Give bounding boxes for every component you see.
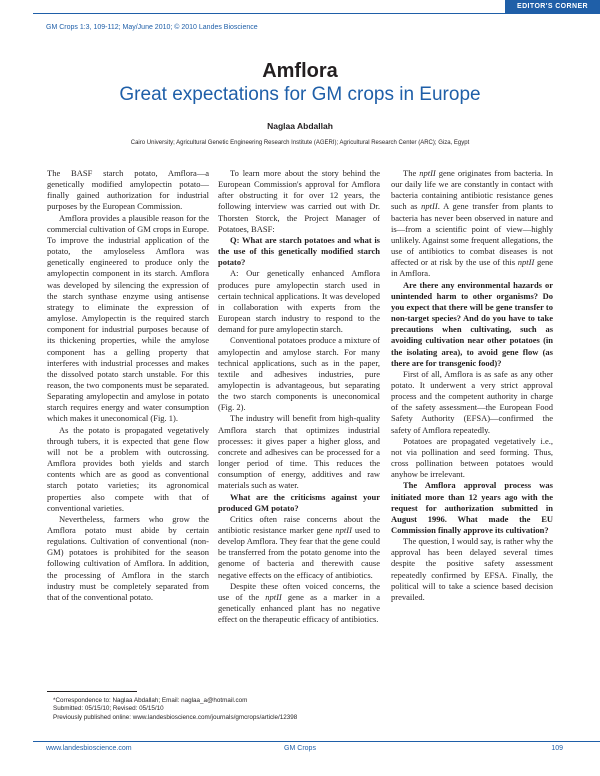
header-rule — [33, 13, 600, 14]
paragraph: Despite these often voiced concerns, the use of the nptII gene as a marker in a genetically enhanced plant has no negative effect on the therapeutic efficacy of antibiotics. — [218, 580, 380, 625]
paragraph: Amflora provides a plausible reason for the commercial cultivation of GM crops in Europe. To improve the industrial application of the potato, the amyloseless Amflora was genetically engineered to produce only the amylopectin component in its starch. Amflora was developed by silencing the expression of the starch synthase enzyme using antisense strategy to eliminate the expression of amylose. Amylopectin is the required starch component for industrial purposes because of its thickening properties, while the amylose component has a gelling property that interferes with industrial processes and makes the dissolved potato starch unstable. For this reason, the two components must be separated. Separating amylopectin and amylose in potato starch requires energy and water consumption which makes it uneconomical (Fig. 1). — [47, 212, 209, 424]
footnotes — [53, 697, 297, 722]
page-header — [0, 0, 600, 35]
paragraph: First of all, Amflora is as safe as any other potato. It underwent a very strict approval process and the competent authority in charge of the safety assessment—the European Food Safety Authority (EFSA)—confirmed the safety of Amflora repeatedly. — [391, 368, 553, 435]
paragraph: As the potato is propagated vegetatively through tubers, it is expected that gene flow will not be a problem with outcrossing. Amflora provides both yields and starch contents which are as good as conventional starch potato varieties; its agronomical properties also compete with that of conventional varieties. — [47, 424, 209, 513]
paragraph: The nptII gene originates from bacteria. In our daily life we are constantly in contact with bacteria containing antibiotic resistance genes such as nptII. A gene transfer from plants to bacteria has never been observed in nature and is—from a scientific point of view—highly unlikely. Against some frequent allegations, the use of antibiotics to combat diseases is not affected or at risk by the use of this nptII gene in Amflora. — [391, 168, 554, 279]
interview-question: The Amflora approval process was initiated more than 12 years ago with the request for authorization submitted in August 1996. What made the EU Commission finally approve its cultivation? — [391, 480, 553, 535]
interview-question: Q: What are starch potatoes and what is the use of this genetically modified starch potato? — [218, 234, 380, 268]
paragraph: The BASF starch potato, Amflora—a genetically modified amylopectin potato—finally gained authorization for industrial purposes by the European Commission. — [47, 168, 209, 212]
journal-citation: GM Crops 1:3, 109-112; May/June 2010; © 2010 Landes Bioscience — [46, 24, 258, 31]
author-affiliation: Cairo University; Agricultural Genetic Engineering Research Institute (AGERI); Agricultural Research Center (ARC); Giza, Egypt — [130, 140, 470, 146]
paragraph: The industry will benefit from high-quality Amflora starch that optimizes industrial processes: it gives paper a higher gloss, and concrete and adhesives can be processed for a longer period of time. This reduces the consumption of energy, additives and raw materials such as water. — [218, 413, 380, 491]
paragraph: The question, I would say, is rather why the approval has been delayed several times despite the positive safety assessment repeatedly confirmed by EFSA. Finally, the political will to take a science based decision prevailed. — [391, 536, 553, 602]
footer-rule — [33, 741, 600, 742]
article-title: Amflora — [262, 60, 338, 82]
interview-question: Are there any environmental hazards or unintended harm to other organisms? Do you expect that there will be gene transfer to non-target species? And do you have to take precautions when cultivating, such as avoiding cultivation near other potatoes (in the isolating area), to avoid gene flow (as there are for transgenic food)? — [391, 279, 553, 368]
paragraph: Critics often raise concerns about the antibiotic resistance marker gene nptII used to develop Amflora. They fear that the gene could be transferred from the potato genome into the genome of bacteria and therewith cause negative effects on the efficacy of antibiotics. — [218, 513, 380, 580]
correspondence-note: *Correspondence to: Naglaa Abdallah; Email: naglaa_a@hotmail.com — [53, 697, 248, 704]
text-column-2 — [218, 168, 380, 625]
footnote-rule — [47, 691, 137, 692]
paragraph: To learn more about the story behind the European Commission's approval for Amflora after obstructing it for over 12 years, the following interview was carried out with Dr. Thorsten Storck, the Project Manager of Potatoes, BASF: — [218, 168, 380, 234]
paragraph: Potatoes are propagated vegetatively i.e., not via pollination and seed forming. Thus, cross pollination between potatoes would anyhow be irrelevant. — [391, 435, 553, 480]
submission-dates: Submitted: 05/15/10; Revised: 05/15/10 — [53, 705, 164, 713]
interview-question: What are the criticisms against your produced GM potato? — [218, 491, 380, 513]
footer-website-link[interactable]: www.landesbioscience.com — [46, 745, 132, 752]
text-column-1 — [47, 168, 209, 603]
paragraph: Nevertheless, farmers who grow the Amflora potato must abide by certain regulations. Cultivation of conventional (non-GM) potatoes is prohibited for the season following cultivation of Amflora. In addition, the processing of Amflora in the starch industry must be completely separated from that of the conventional potato. — [47, 513, 209, 602]
text-column-3 — [391, 168, 553, 603]
previously-published-link[interactable]: Previously published online: www.landesbioscience.com/journals/gmcrops/article/12398 — [53, 713, 298, 721]
section-tab: EDITOR'S CORNER — [505, 0, 600, 13]
paragraph: Conventional potatoes produce a mixture of amylopectin and amylose starch. For many technical applications, such as in the paper, textile and adhesives industries, pure amylopectin is advantageous, but separating the two starch components is uneconomical (Fig. 2). — [218, 335, 380, 413]
author-name: Naglaa Abdallah — [267, 121, 333, 131]
page-number: 109 — [551, 745, 563, 752]
interview-answer: A: Our genetically enhanced Amflora produces pure amylopectin starch used in certain technical applications. It was developed in collaboration with experts from the European starch industry to respond to the demand for pure amylopectin starch. — [218, 268, 380, 335]
article-subtitle: Great expectations for GM crops in Europe — [119, 84, 481, 105]
footer-journal: GM Crops — [284, 745, 316, 752]
